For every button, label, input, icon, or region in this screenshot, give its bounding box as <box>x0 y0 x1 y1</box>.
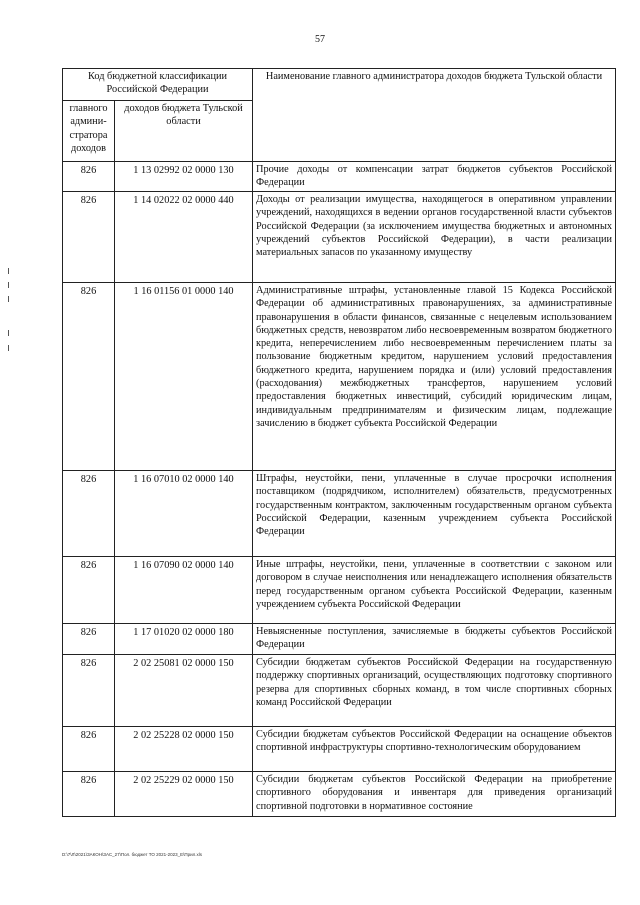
table-row <box>63 727 616 772</box>
income-code-cell: 2 02 25081 02 0000 150 <box>115 655 253 727</box>
income-code-cell: 1 16 01156 01 0000 140 <box>115 283 253 471</box>
income-code-cell: 1 13 02992 02 0000 130 <box>115 162 253 192</box>
admin-code-header: главного админи-стратора доходов <box>63 101 115 162</box>
income-table <box>62 68 616 817</box>
admin-code-cell: 826 <box>63 471 115 557</box>
income-code-cell: 2 02 25228 02 0000 150 <box>115 727 253 772</box>
admin-name-header: Наименование главного администратора доходов бюджета Тульской области <box>253 69 616 162</box>
income-name-cell: Невыясненные поступления, зачисляемые в бюджеты субъектов Российской Федерации <box>253 624 616 655</box>
table-row <box>63 192 616 283</box>
income-code-cell: 1 17 01020 02 0000 180 <box>115 624 253 655</box>
income-code-header: доходов бюджета Тульской области <box>115 101 253 162</box>
table-row <box>63 471 616 557</box>
table-row <box>63 557 616 624</box>
income-code-cell: 1 16 07090 02 0000 140 <box>115 557 253 624</box>
margin-mark <box>8 268 9 274</box>
income-name-cell: Доходы от реализации имущества, находящегося в оперативном управлении учреждений, находящихся в ведении органов государственной власти субъектов Российской Федерации (за исключением имущества бюджетных и автономных учреждений субъектов Российской Федерации), в части реализации материальных запасов по указанному имуществу <box>253 192 616 283</box>
income-code-cell: 2 02 25229 02 0000 150 <box>115 772 253 817</box>
admin-code-cell: 826 <box>63 192 115 283</box>
income-name-cell: Субсидии бюджетам субъектов Российской Федерации на приобретение спортивного оборудования и инвентаря для приведения организаций спортивной подготовки в нормативное состояние <box>253 772 616 817</box>
table-row <box>63 772 616 817</box>
income-name-cell: Прочие доходы от компенсации затрат бюджетов субъектов Российской Федерации <box>253 162 616 192</box>
margin-mark <box>8 296 9 302</box>
income-name-cell: Штрафы, неустойки, пени, уплаченные в случае просрочки исполнения поставщиком (подрядчиком, исполнителем) обязательств, предусмотренных государственным контрактом, заключенным государственным органом субъекта Российской Федерации, казенным учреждением субъекта Российской Федерации <box>253 471 616 557</box>
admin-code-cell: 826 <box>63 727 115 772</box>
admin-code-cell: 826 <box>63 655 115 727</box>
footer-file-path: D:\7\Л\2021\ЗАКОН\ЗАС_27\Пол. бюджет ТО 2021-2023_Е\Прил.xls <box>62 852 203 857</box>
kbk-header: Код бюджетной классификации Российской Федерации <box>63 69 253 101</box>
table-row <box>63 162 616 192</box>
income-code-cell: 1 14 02022 02 0000 440 <box>115 192 253 283</box>
margin-mark <box>8 345 9 351</box>
table-row <box>63 624 616 655</box>
margin-mark <box>8 282 9 288</box>
table-row <box>63 283 616 471</box>
income-name-cell: Иные штрафы, неустойки, пени, уплаченные в соответствии с законом или договором в случае неисполнения или ненадлежащего исполнения обязательств перед государственным органом субъекта Российской Федерации, казенным учреждением субъекта Российской Федерации <box>253 557 616 624</box>
income-code-cell: 1 16 07010 02 0000 140 <box>115 471 253 557</box>
admin-code-cell: 826 <box>63 162 115 192</box>
income-name-cell: Субсидии бюджетам субъектов Российской Федерации на государственную поддержку спортивных организаций, осуществляющих подготовку спортивного резерва для спортивных сборных команд, в том числе спортивных сборных команд Российской Федерации <box>253 655 616 727</box>
income-name-cell: Административные штрафы, установленные главой 15 Кодекса Российской Федерации об административных правонарушениях, за административные правонарушения в области финансов, связанные с нецелевым использованием бюджетных средств, невозвратом либо несвоевременным возвратом бюджетного кредита, неперечислением либо несвоевременным перечислением платы за пользование бюджетным кредитом, нарушением условий предоставления бюджетного кредита, нарушением порядка и (или) условий предоставления (расходования) межбюджетных трансфертов, нарушением условий предоставления бюджетных инвестиций, субсидий юридическим лицам, индивидуальным предпринимателям и физическим лицам, подлежащие зачислению в бюджет субъекта Российской Федерации <box>253 283 616 471</box>
admin-code-cell: 826 <box>63 624 115 655</box>
page-number: 57 <box>315 34 325 45</box>
margin-mark <box>8 330 9 336</box>
income-table-wrapper <box>62 68 615 817</box>
admin-code-cell: 826 <box>63 283 115 471</box>
table-row <box>63 655 616 727</box>
admin-code-cell: 826 <box>63 557 115 624</box>
income-name-cell: Субсидии бюджетам субъектов Российской Федерации на оснащение объектов спортивной инфраструктуры спортивно-технологическим оборудованием <box>253 727 616 772</box>
admin-code-cell: 826 <box>63 772 115 817</box>
